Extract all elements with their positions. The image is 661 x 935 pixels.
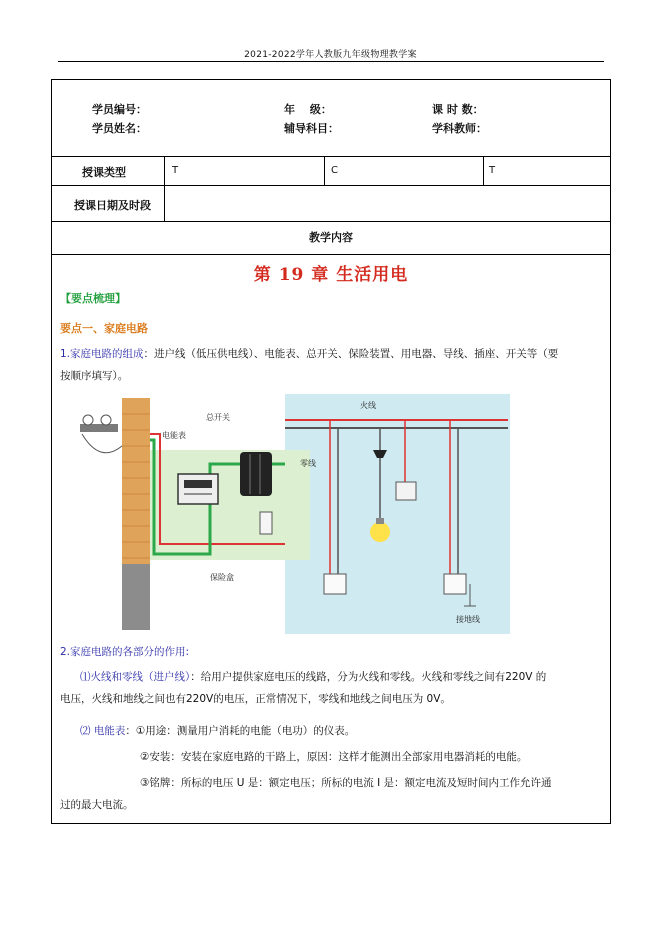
energy-meter-icon	[178, 474, 218, 504]
col-divider	[324, 156, 325, 185]
lesson-type-value: C	[331, 165, 338, 176]
ground-label: 接地线	[456, 615, 480, 624]
student-name-label: 学员姓名：	[92, 122, 147, 135]
neutral-label: 零线	[300, 459, 316, 468]
teacher-label: 学科教师：	[432, 122, 487, 135]
socket-two-pin-icon	[324, 574, 346, 594]
sub2-label: ⑵ 电能表	[80, 725, 126, 737]
item1-paragraph	[60, 343, 608, 387]
sub1-label: ⑴火线和零线（进户线）	[80, 671, 191, 683]
sub1-text: ：给用户提供家庭电压的线路，分为火线和零线。火线和零线之间有220V 的	[190, 671, 547, 683]
insulator-icon	[80, 415, 122, 453]
point-heading: 要点一、家庭电路	[60, 322, 148, 335]
chapter-title: 第 19 章 生活用电	[253, 265, 409, 285]
room-background	[285, 394, 510, 634]
lesson-count-label: 课 时 数：	[432, 103, 484, 116]
item1-label: 1.家庭电路的组成	[60, 348, 144, 360]
col-divider	[164, 156, 165, 221]
row-divider	[52, 221, 610, 222]
fuse-box-icon	[260, 512, 272, 534]
live-label: 火线	[360, 401, 376, 410]
lesson-date-label: 授课日期及时段	[74, 199, 151, 212]
row-divider	[52, 254, 610, 255]
lesson-plan-table	[51, 79, 611, 824]
sub2-plate	[60, 772, 608, 816]
grade-label: 年 级：	[284, 103, 332, 116]
fuse-box-label: 保险盒	[210, 573, 234, 582]
lesson-type-label: 授课类型	[82, 166, 126, 179]
subject-label: 辅导科目：	[284, 122, 339, 135]
household-circuit-diagram	[60, 394, 510, 634]
brick-wall	[122, 398, 150, 630]
section-title: 教学内容	[309, 231, 353, 244]
socket-three-pin-icon	[444, 574, 466, 594]
sub2-plate-text: ③铭牌：所标的电压 U 是：额定电压；所标的电流 I 是：额定电流及短时间内工作允许通	[140, 777, 552, 789]
lesson-type-value: T	[172, 165, 179, 176]
meter-label: 电能表	[162, 431, 186, 440]
item2-paragraph	[60, 641, 189, 663]
sub2-paragraph	[80, 720, 355, 742]
main-switch-label: 总开关	[206, 413, 230, 422]
sub1-text-cont: 电压，火线和地线之间也有220V的电压，正常情况下，零线和地线之间电压为 0V。	[60, 693, 451, 705]
sub1-paragraph	[60, 666, 608, 710]
wall-switch-icon	[396, 482, 416, 500]
row-divider	[52, 156, 610, 157]
item1-text-cont: 按顺序填写）。	[60, 370, 129, 382]
sub2-text: ：①用途：测量用户消耗的电能（电功）的仪表。	[125, 725, 356, 737]
lesson-type-value: T	[489, 165, 496, 176]
item1-text: ：进户线（低压供电线）、电能表、总开关、保险装置、用电器、导线、插座、开关等（要	[143, 348, 559, 360]
row-divider	[52, 185, 610, 186]
key-points-tag: 【要点梳理】	[60, 292, 126, 305]
sub2-install: ②安装：安装在家庭电路的干路上，原因：这样才能测出全部家用电器消耗的电能。	[140, 751, 528, 763]
student-id-label: 学员编号：	[92, 103, 147, 116]
page-header: 2021-2022学年人教版九年级物理教学案	[244, 50, 417, 60]
item2-label: 2.家庭电路的各部分的作用:	[60, 646, 190, 658]
sub2-plate-cont: 过的最大电流。	[60, 799, 134, 811]
col-divider	[483, 156, 484, 185]
main-switch-icon	[240, 452, 272, 496]
header-rule	[58, 61, 604, 62]
